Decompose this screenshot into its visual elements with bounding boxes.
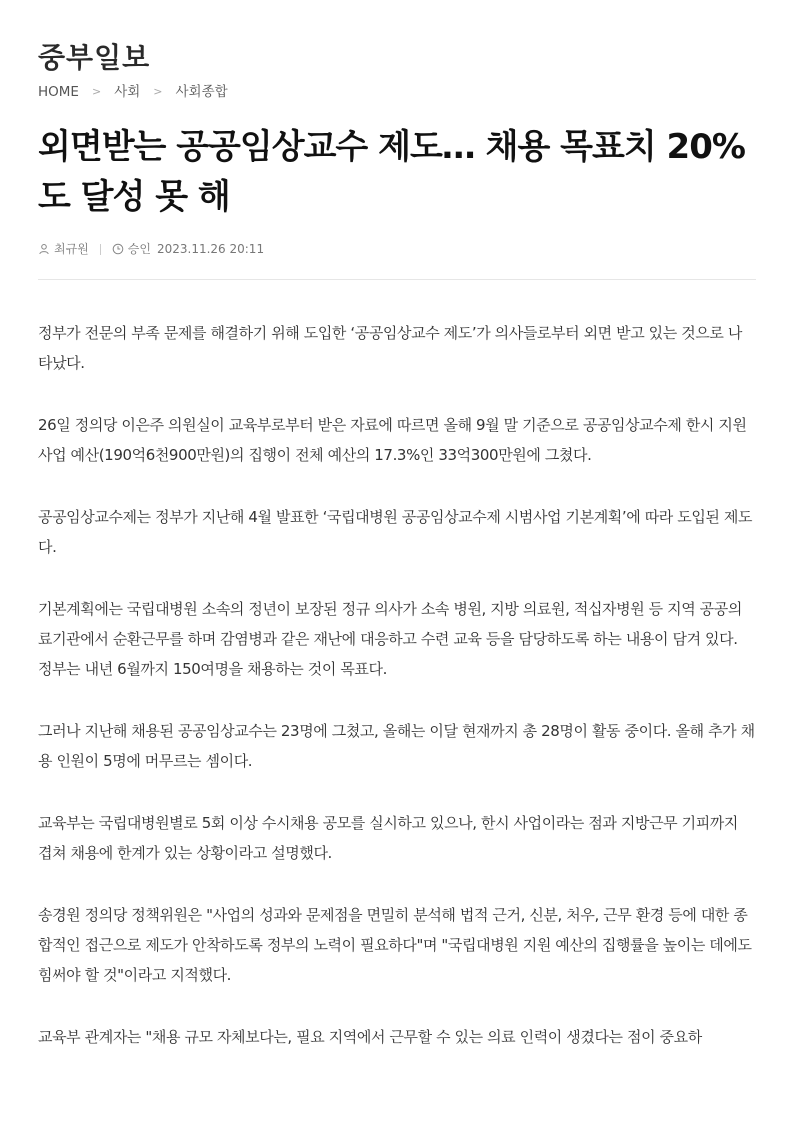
article-paragraph: 교육부 관계자는 "채용 규모 자체보다는, 필요 지역에서 근무할 수 있는 의료 인력이 생겼다는 점이 중요하 [38, 1028, 702, 1046]
chevron-right-icon: > [91, 85, 102, 98]
header-divider [38, 279, 756, 280]
article-paragraph: 송경원 정의당 정책위원은 "사업의 성과와 문제점을 면밀히 분석해 법적 근거, 신분, 처우, 근무 환경 등에 대한 종합적인 접근으로 제도가 안착하도록 정부의 노력이 필요하다"며 "국립대병원 지원 예산의 집행률을 높이는 데에도 힘써야 할 것"이라고 지적했다. [38, 906, 752, 984]
meta-divider [100, 244, 101, 255]
article-paragraph: 공공임상교수제는 정부가 지난해 4월 발표한 ‘국립대병원 공공임상교수제 시범사업 기본계획’에 따라 도입된 제도다. [38, 508, 753, 556]
user-icon [38, 243, 50, 255]
article-paragraph: 교육부는 국립대병원별로 5회 이상 수시채용 공모를 실시하고 있으나, 한시 사업이라는 점과 지방근무 기피까지 겹쳐 채용에 한계가 있는 상황이라고 설명했다. [38, 814, 738, 862]
clock-icon [112, 243, 124, 255]
article-paragraph: 그러나 지난해 채용된 공공임상교수는 23명에 그쳤고, 올해는 이달 현재까지 총 28명이 활동 중이다. 올해 추가 채용 인원이 5명에 머무르는 셈이다. [38, 722, 755, 770]
article-title: 외면받는 공공임상교수 제도… 채용 목표치 20%도 달성 못 해 [38, 127, 745, 217]
author-name[interactable]: 최규원 [54, 242, 89, 256]
article-body [38, 318, 756, 1084]
approved-label: 승인 [127, 242, 151, 256]
approved-time: 2023.11.26 20:11 [156, 242, 265, 256]
article-paragraph: 기본계획에는 국립대병원 소속의 정년이 보장된 정규 의사가 소속 병원, 지방 의료원, 적십자병원 등 지역 공공의료기관에서 순환근무를 하며 감염병과 같은 재난에 대응하고 수련 교육 등을 담당하도록 하는 내용이 담겨 있다. 정부는 내년 6월까지 150여명을 채용하는 것이 목표다. [38, 600, 742, 678]
breadcrumb-home[interactable]: HOME [38, 84, 79, 100]
chevron-right-icon: > [153, 85, 163, 98]
breadcrumb-society-general[interactable]: 사회종합 [175, 84, 228, 100]
article-meta [38, 240, 264, 258]
breadcrumb [38, 82, 228, 102]
site-logo[interactable]: 중부일보 [38, 41, 151, 74]
article-paragraph: 26일 정의당 이은주 의원실이 교육부로부터 받은 자료에 따르면 올해 9월 말 기준으로 공공임상교수제 한시 지원사업 예산(190억6천900만원)의 집행이 전체 예산의 17.3%인 33억300만원에 그쳤다. [38, 416, 747, 464]
article-paragraph: 정부가 전문의 부족 문제를 해결하기 위해 도입한 ‘공공임상교수 제도’가 의사들로부터 외면 받고 있는 것으로 나타났다. [38, 324, 742, 372]
breadcrumb-society[interactable]: 사회 [114, 84, 141, 100]
